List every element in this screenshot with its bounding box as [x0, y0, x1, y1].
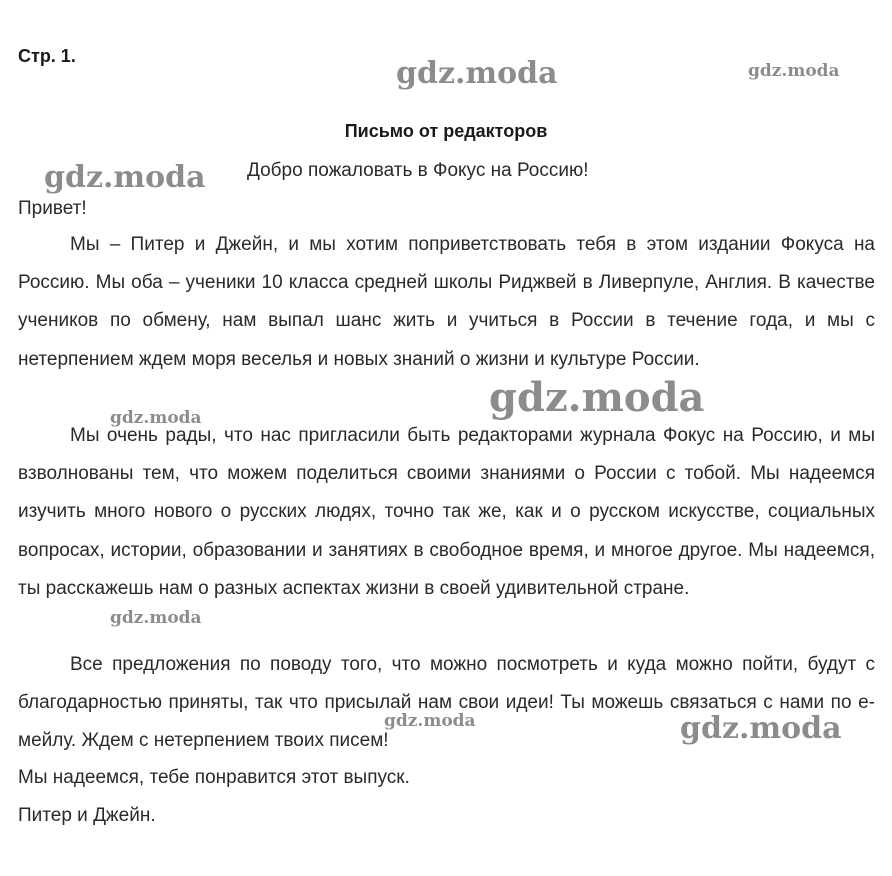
greeting: Привет! [18, 198, 87, 219]
paragraph-1: Мы – Питер и Джейн, и мы хотим поприветствовать тебя в этом издании Фокуса на Россию. Мы оба – ученики 10 класса средней школы Риджвей в Ливерпуле, Англия. В качестве учеников по обмену, нам выпал шанс жить и учиться в России в течение года, и мы с нетерпением ждем моря веселья и новых знаний о жизни и культуре России. [18, 234, 875, 370]
watermark: gdz.moda [110, 408, 202, 428]
page-label: Стр. 1. [18, 46, 76, 66]
paragraph-2: Мы очень рады, что нас пригласили быть редакторами журнала Фокус на Россию, и мы взволнованы тем, что можем поделиться своими знаниями о России с тобой. Мы надеемся изучить много нового о русских людях, точно так же, как и о русском искусстве, социальных вопросах, истории, образовании и занятиях в свободное время, и многое другое. Мы надеемся, ты расскажешь нам о разных аспектах жизни в своей удивительной стране. [18, 425, 875, 599]
signature: Питер и Джейн. [18, 805, 156, 826]
letter-title: Письмо от редакторов [344, 121, 548, 141]
watermark: gdz.moda [110, 608, 202, 628]
watermark: gdz.moda [384, 711, 476, 731]
watermark: gdz.moda [396, 56, 558, 91]
paragraph-3: Все предложения по поводу того, что можно посмотреть и куда можно пойти, будут с благодарностью приняты, так что присылай нам свои идеи! Ты можешь связаться с нами по e-мейлу. Ждем с нетерпением твоих писем! [18, 654, 875, 752]
watermark: gdz.moda [489, 374, 705, 421]
watermark: gdz.moda [680, 711, 842, 746]
closing-line: Мы надеемся, тебе понравится этот выпуск. [18, 767, 410, 788]
watermark: gdz.moda [748, 61, 840, 81]
watermark: gdz.moda [44, 160, 206, 195]
letter-subtitle: Добро пожаловать в Фокус на Россию! [247, 160, 589, 181]
